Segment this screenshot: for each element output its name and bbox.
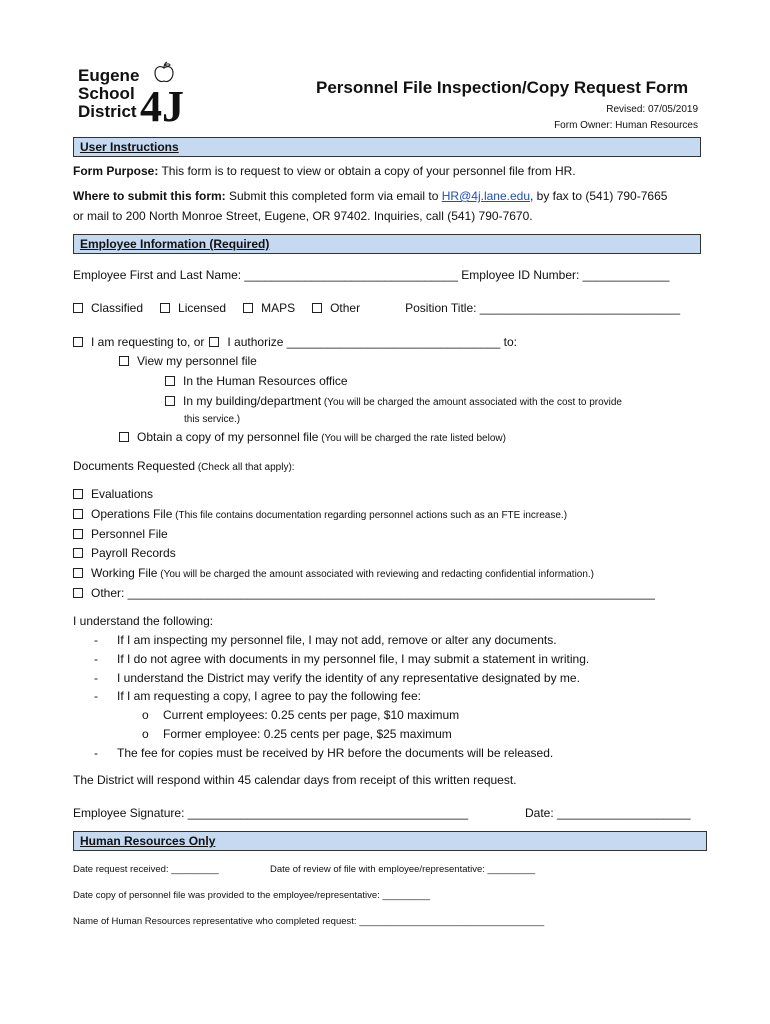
- documents-heading: [73, 459, 295, 473]
- understand-dash-3: -: [94, 671, 98, 685]
- position-title-field[interactable]: Position Title: ______________________________: [405, 301, 681, 315]
- form-owner: Form Owner: Human Resources: [554, 120, 698, 131]
- documents-heading-note: (Check all that apply):: [195, 462, 295, 473]
- employee-name-id-line: Employee First and Last Name: ________________________________ Employee ID Number: _____________: [73, 268, 670, 282]
- doc-item-operations-file: [73, 507, 567, 521]
- requesting-checkbox[interactable]: [73, 337, 83, 347]
- other-doc-label[interactable]: Other: _______________________________________________________________________________: [91, 586, 655, 600]
- in-building-note: (You will be charged the amount associated with the cost to provide: [321, 397, 622, 408]
- in-hr-checkbox[interactable]: [165, 376, 175, 386]
- submit-label: Where to submit this form:: [73, 189, 226, 203]
- working-file-note: (You will be charged the amount associated with reviewing and redacting confidential information.): [157, 569, 595, 580]
- classified-checkbox[interactable]: [73, 303, 83, 313]
- doc-item-other: [73, 586, 655, 600]
- in-hr-label: In the Human Resources office: [183, 374, 348, 388]
- documents-heading-label: Documents Requested: [73, 459, 196, 473]
- requesting-label: I am requesting to, or: [91, 335, 205, 349]
- licensed-label: Licensed: [178, 301, 227, 315]
- understand-dash-4: -: [94, 689, 98, 703]
- evaluations-checkbox[interactable]: [73, 489, 83, 499]
- date-copy-provided-field[interactable]: Date copy of personnel file was provided to the employee/representative: _________: [73, 890, 431, 901]
- response-statement: The District will respond within 45 calendar days from receipt of this written request.: [73, 773, 517, 787]
- logo-line-3: District: [78, 102, 137, 121]
- section-title: Employee Information (Required): [80, 237, 270, 251]
- understand-item-5: The fee for copies must be received by HR before the documents will be released.: [117, 746, 554, 760]
- section-header-hr-only: [73, 831, 707, 851]
- authorize-checkbox[interactable]: [209, 337, 219, 347]
- district-logo: [78, 66, 184, 133]
- date-of-review-field[interactable]: Date of review of file with employee/representative: _________: [270, 864, 536, 875]
- obtain-copy-label: Obtain a copy of my personnel file: [137, 430, 319, 444]
- personnel-file-label: Personnel File: [91, 527, 168, 541]
- doc-item-payroll-records: [73, 546, 176, 560]
- form-purpose: [73, 164, 576, 178]
- fee-former-employee: Former employee: 0.25 cents per page, $25 maximum: [163, 727, 452, 741]
- understand-item-4: If I am requesting a copy, I agree to pay the following fee:: [117, 689, 421, 703]
- obtain-copy-row: [119, 430, 506, 444]
- logo-line-1: Eugene: [78, 66, 140, 85]
- evaluations-label: Evaluations: [91, 487, 154, 501]
- in-building-checkbox[interactable]: [165, 396, 175, 406]
- date-request-received-field[interactable]: Date request received: _________: [73, 864, 219, 875]
- section-title: User Instructions: [80, 140, 179, 154]
- view-file-row: [119, 354, 257, 368]
- operations-file-checkbox[interactable]: [73, 509, 83, 519]
- doc-item-evaluations: [73, 487, 153, 501]
- fee-bullet-1: o: [142, 708, 149, 722]
- apple-icon: [152, 61, 176, 85]
- operations-file-label: Operations File: [91, 507, 173, 521]
- understand-item-3: I understand the District may verify the identity of any representative designated by me.: [117, 671, 580, 685]
- in-building-note-2: this service.): [184, 414, 241, 425]
- working-file-checkbox[interactable]: [73, 568, 83, 578]
- employee-type-row: [73, 301, 680, 315]
- form-title: Personnel File Inspection/Copy Request Form: [316, 78, 689, 97]
- section-header-employee-info: [73, 234, 701, 254]
- fee-bullet-2: o: [142, 727, 149, 741]
- understand-heading: I understand the following:: [73, 614, 214, 628]
- submit-instructions: [73, 189, 667, 203]
- other-checkbox[interactable]: [312, 303, 322, 313]
- understand-dash-1: -: [94, 633, 98, 647]
- understand-dash-2: -: [94, 652, 98, 666]
- section-title: Human Resources Only: [80, 834, 216, 848]
- other-doc-checkbox[interactable]: [73, 588, 83, 598]
- section-header-user-instructions: [73, 137, 701, 157]
- logo-number: 4J: [140, 82, 184, 131]
- other-label: Other: [330, 301, 361, 315]
- doc-item-working-file: [73, 566, 594, 580]
- licensed-checkbox[interactable]: [160, 303, 170, 313]
- maps-checkbox[interactable]: [243, 303, 253, 313]
- payroll-records-label: Payroll Records: [91, 546, 176, 560]
- view-file-checkbox[interactable]: [119, 356, 129, 366]
- operations-file-note: (This file contains documentation regarding personnel actions such as an FTE increase.): [172, 510, 568, 521]
- hr-representative-name-field[interactable]: Name of Human Resources representative who completed request: ___________________________________: [73, 916, 545, 927]
- in-building-label: In my building/department: [183, 394, 322, 408]
- understand-dash-5: -: [94, 746, 98, 760]
- signature-date-field[interactable]: Date: ____________________: [525, 806, 691, 820]
- in-hr-row: [165, 374, 348, 388]
- fee-current-employees: Current employees: 0.25 cents per page, $10 maximum: [163, 708, 460, 722]
- submit-text-b: , by fax to (541) 790-7665: [530, 189, 668, 203]
- view-file-label: View my personnel file: [137, 354, 257, 368]
- maps-label: MAPS: [261, 301, 296, 315]
- classified-label: Classified: [91, 301, 144, 315]
- authorize-label: I authorize ________________________________ to:: [227, 335, 517, 349]
- in-building-row: [165, 394, 622, 408]
- personnel-file-checkbox[interactable]: [73, 529, 83, 539]
- payroll-records-checkbox[interactable]: [73, 548, 83, 558]
- submit-line-2: or mail to 200 North Monroe Street, Eugene, OR 97402. Inquiries, call (541) 790-7670.: [73, 209, 533, 223]
- form-purpose-text: This form is to request to view or obtain a copy of your personnel file from HR.: [158, 164, 576, 178]
- revised-date: Revised: 07/05/2019: [606, 104, 698, 115]
- submit-text-a: Submit this completed form via email to: [225, 189, 442, 203]
- doc-item-personnel-file: [73, 527, 168, 541]
- obtain-copy-checkbox[interactable]: [119, 432, 129, 442]
- hr-email-link[interactable]: HR@4j.lane.edu: [441, 189, 530, 203]
- understand-item-2: If I do not agree with documents in my personnel file, I may submit a statement in writing.: [117, 652, 590, 666]
- request-type-row: [73, 335, 517, 349]
- understand-item-1: If I am inspecting my personnel file, I may not add, remove or alter any documents.: [117, 633, 557, 647]
- working-file-label: Working File: [91, 566, 158, 580]
- obtain-copy-note: (You will be charged the rate listed below): [318, 433, 506, 444]
- logo-line-2: School: [78, 84, 135, 103]
- form-purpose-label: Form Purpose:: [73, 164, 159, 178]
- employee-signature-field[interactable]: Employee Signature: __________________________________________: [73, 806, 469, 820]
